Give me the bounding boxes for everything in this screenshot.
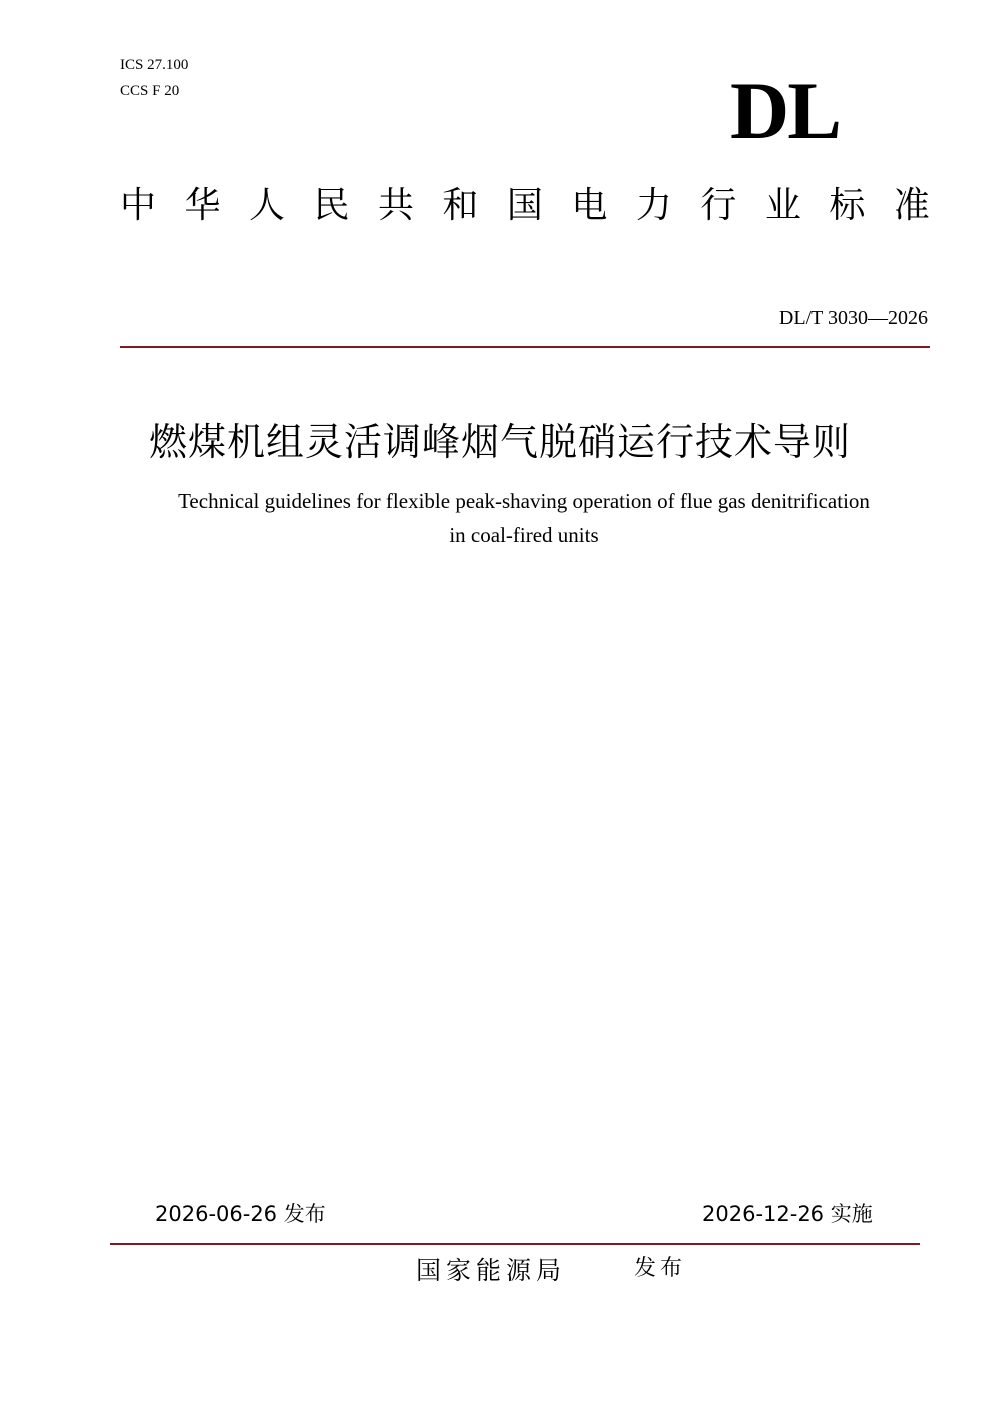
effective-date: 2026-12-26 实施	[702, 1202, 873, 1226]
heading-char: 民	[313, 185, 350, 226]
ccs-code: CCS F 20	[120, 83, 180, 99]
heading-char: 行	[700, 185, 737, 226]
heading-char: 标	[829, 185, 866, 226]
standard-number: DL/T 3030—2026	[778, 307, 928, 329]
publish-date: 2026-06-26 发布	[155, 1202, 326, 1226]
document-title-english	[100, 484, 948, 552]
english-title-line-2: in coal-fired units	[449, 523, 599, 547]
dl-logo: DL	[730, 65, 840, 156]
heading-char: 华	[184, 185, 221, 226]
document-title-chinese: 燃煤机组灵活调峰烟气脱硝运行技术导则	[148, 420, 851, 464]
heading-char: 人	[248, 185, 285, 226]
top-divider	[120, 346, 930, 348]
heading-char: 国	[506, 185, 543, 226]
ics-code: ICS 27.100	[120, 57, 189, 73]
heading-char: 准	[893, 185, 930, 226]
issue-label: 发布	[634, 1256, 687, 1281]
issuing-authority: 国家能源局	[416, 1256, 567, 1285]
heading-char: 共	[377, 185, 414, 226]
standard-type-heading	[120, 180, 930, 232]
heading-char: 电	[571, 185, 608, 226]
bottom-divider	[110, 1243, 920, 1245]
heading-char: 和	[442, 185, 479, 226]
heading-char: 中	[120, 185, 157, 226]
english-title-line-1: Technical guidelines for flexible peak-shaving operation of flue gas denitrification	[178, 489, 870, 513]
heading-char: 业	[764, 185, 801, 226]
classification-codes	[120, 52, 188, 104]
heading-char: 力	[635, 185, 672, 226]
